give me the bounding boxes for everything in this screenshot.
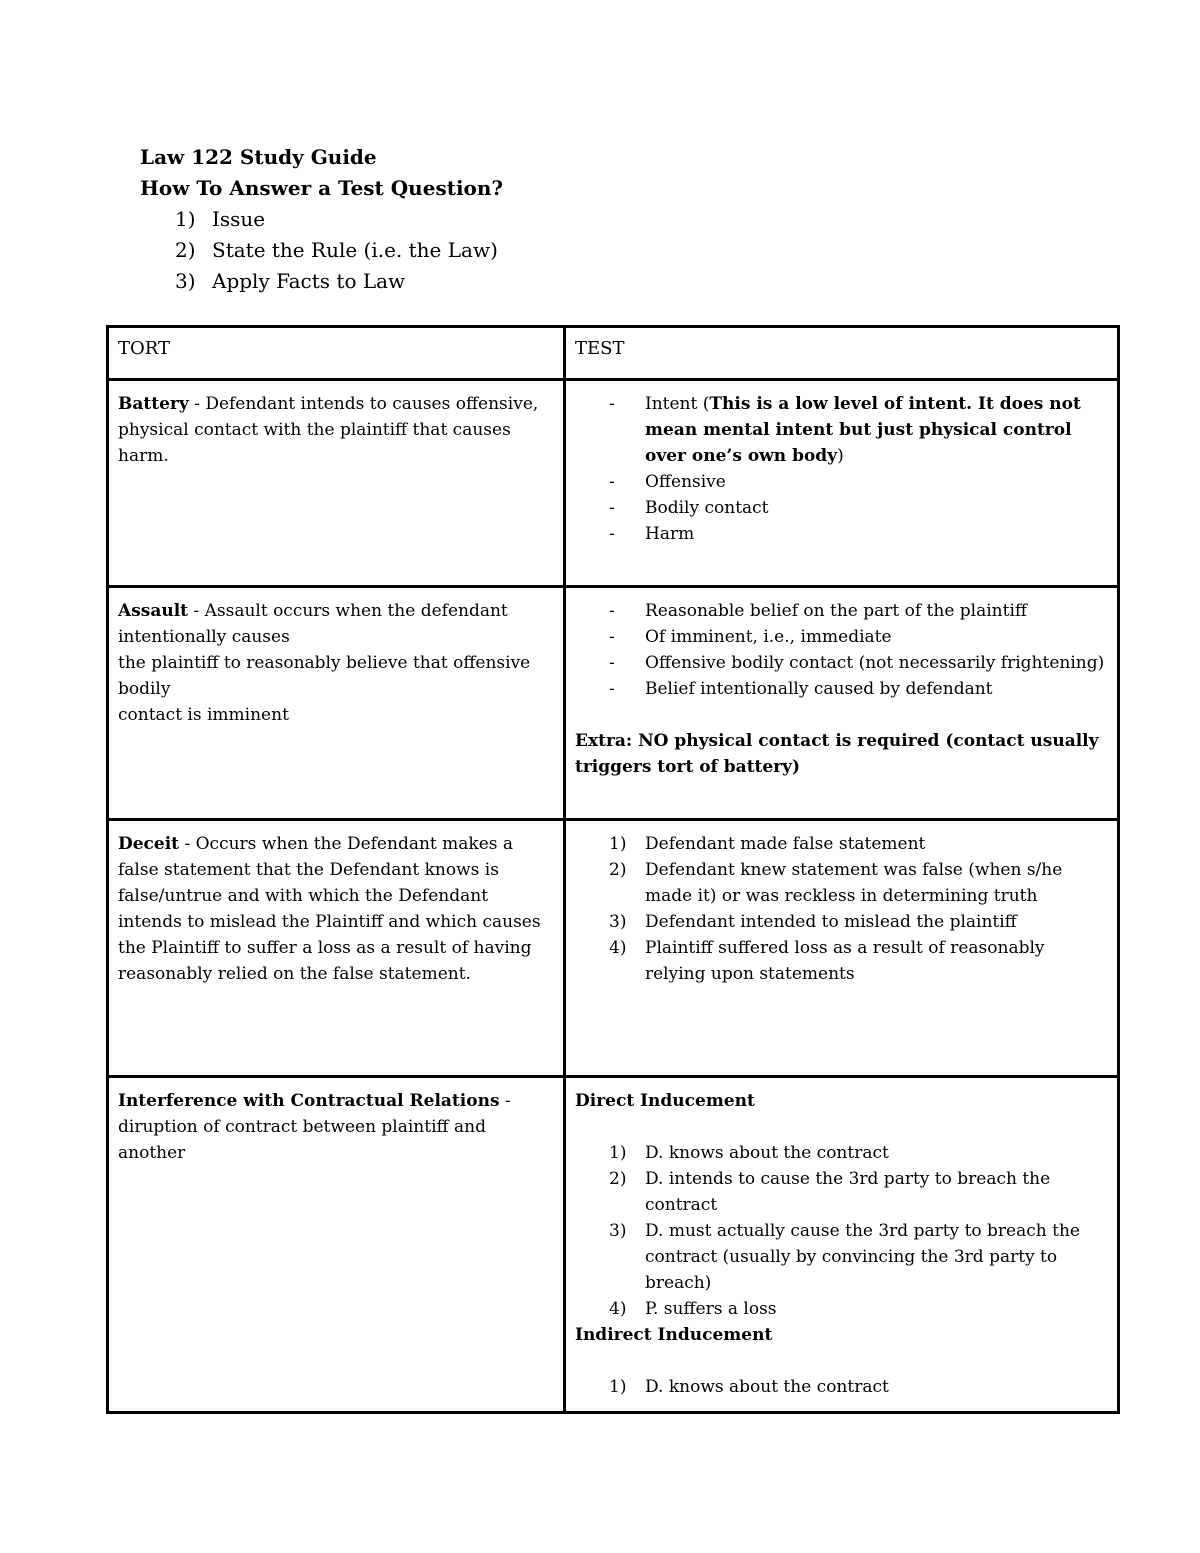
table-header-row	[108, 327, 1119, 380]
document-title: Law 122 Study Guide	[140, 145, 377, 169]
test-list	[575, 391, 1108, 547]
assault-definition-cell: Assault - Assault occurs when the defendant intentionally causes the plaintiff to reasonably believe that offensive bodily contact is imminent	[108, 587, 565, 820]
list-item: - Belief intentionally caused by defendant	[609, 679, 993, 699]
test-list	[575, 1140, 1108, 1322]
list-item: - Intent (This is a low level of intent. It does not mean mental intent but just physical control over one’s own body)	[609, 394, 1081, 466]
assault-test-cell	[565, 587, 1119, 820]
interference-definition-cell: Interference with Contractual Relations - diruption of contract between plaintiff and another	[108, 1077, 565, 1413]
tort-name: Assault	[118, 601, 189, 621]
indirect-inducement-heading: Indirect Inducement	[575, 1325, 773, 1345]
test-list	[575, 598, 1108, 702]
interference-test-cell	[565, 1077, 1119, 1413]
list-item: 4) Plaintiff suffered loss as a result of reasonably relying upon statements	[609, 938, 1045, 984]
battery-test-cell	[565, 380, 1119, 587]
list-item: 4) P. suffers a loss	[609, 1299, 777, 1319]
direct-inducement-heading: Direct Inducement	[575, 1091, 755, 1111]
table-row	[108, 380, 1119, 587]
table-row	[108, 820, 1119, 1077]
list-item: 2) Defendant knew statement was false (when s/he made it) or was reckless in determining truth	[609, 860, 1063, 906]
tort-name: Interference with Contractual Relations	[118, 1091, 500, 1111]
list-item: 2) State the Rule (i.e. the Law)	[175, 238, 498, 262]
tort-definition: diruption of contract between plaintiff and another	[118, 1117, 486, 1163]
battery-definition-cell: Battery - Defendant intends to causes offensive, physical contact with the plaintiff that causes harm.	[108, 380, 565, 587]
list-item: - Of imminent, i.e., immediate	[609, 627, 892, 647]
document-header	[140, 142, 503, 297]
list-item: 1) D. knows about the contract	[609, 1377, 889, 1397]
list-item: 1) Defendant made false statement	[609, 834, 926, 854]
tort-definition: Occurs when the Defendant makes a false statement that the Defendant knows is false/untrue and with which the Defendant intends to mislead the Plaintiff and which causes the Plaintiff to suffer a loss as a result of having reasonably relied on the false statement.	[118, 834, 541, 984]
list-item: - Offensive bodily contact (not necessarily frightening)	[609, 653, 1105, 673]
tort-name: Deceit	[118, 834, 180, 854]
test-list	[575, 831, 1108, 987]
list-item: 1) Issue	[175, 207, 266, 231]
list-item: - Harm	[609, 524, 695, 544]
column-header-test: TEST	[565, 327, 1119, 380]
list-item: 1) D. knows about the contract	[609, 1143, 889, 1163]
list-item: 3) Apply Facts to Law	[175, 269, 406, 293]
extra-note: Extra: NO physical contact is required (contact usually triggers tort of battery)	[575, 731, 1099, 777]
list-item: 3) Defendant intended to mislead the plaintiff	[609, 912, 1017, 932]
table-row	[108, 587, 1119, 820]
deceit-definition-cell: Deceit - Occurs when the Defendant makes a false statement that the Defendant knows is false/untrue and with which the Defendant intends to mislead the Plaintiff and which causes the Plaintiff to suffer a loss as a result of having reasonably relied on the false statement.	[108, 820, 565, 1077]
tort-test-table	[106, 325, 1120, 1414]
list-item: - Offensive	[609, 472, 726, 492]
test-list	[575, 1374, 1108, 1400]
list-item: 2) D. intends to cause the 3rd party to breach the contract	[609, 1169, 1051, 1215]
list-item: 3) D. must actually cause the 3rd party to breach the contract (usually by convincing the 3rd party to breach)	[609, 1221, 1080, 1293]
tort-definition: Defendant intends to causes offensive, physical contact with the plaintiff that causes harm.	[118, 394, 539, 466]
answer-steps-list	[140, 204, 503, 297]
table-row	[108, 1077, 1119, 1413]
list-item: - Bodily contact	[609, 498, 769, 518]
column-header-tort: TORT	[108, 327, 565, 380]
document-subtitle: How To Answer a Test Question?	[140, 176, 504, 200]
list-item: - Reasonable belief on the part of the plaintiff	[609, 601, 1027, 621]
deceit-test-cell	[565, 820, 1119, 1077]
tort-name: Battery	[118, 394, 189, 414]
